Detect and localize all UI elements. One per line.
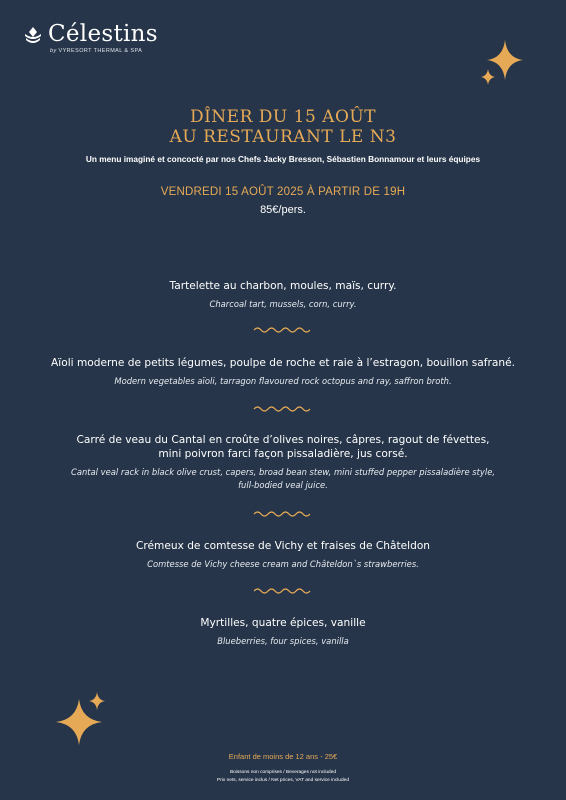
- celestins-leaf-icon: [24, 25, 42, 47]
- brand-logo: [24, 22, 158, 54]
- course-5: [0, 616, 566, 647]
- course-en: Comtesse de Vichy cheese cream and Châteldon`s strawberries.: [147, 559, 419, 569]
- logo-subline: [48, 48, 158, 54]
- sparkle-star-icon: [89, 692, 105, 710]
- logo-brand: VYRESORT THERMAL & SPA: [58, 48, 143, 54]
- menu-price: 85€/pers.: [260, 204, 306, 216]
- wave-divider-icon: [253, 587, 313, 595]
- menu-subtitle: Un menu imaginé et concocté par nos Chefs Jacky Bresson, Sébastien Bonnamour et leurs équipes: [85, 154, 481, 164]
- sparkle-star-icon: [481, 69, 495, 85]
- course-2: [0, 356, 566, 387]
- logo-name: Célestins: [48, 21, 158, 47]
- course-en: Charcoal tart, mussels, corn, curry.: [209, 299, 357, 309]
- course-fr-line1: Carré de veau du Cantal en croûte d’olives noires, câpres, ragout de févettes,: [76, 434, 490, 446]
- course-en-line2: full-bodied veal juice.: [238, 480, 328, 490]
- menu-title-line2: AU RESTAURANT LE N3: [169, 127, 397, 147]
- course-en-line1: Cantal veal rack in black olive crust, capers, broad bean stew, mini stuffed pepper pissaladière style,: [70, 467, 496, 477]
- event-date: VENDREDI 15 AOÛT 2025 À PARTIR DE 19H: [160, 186, 406, 198]
- course-1: [0, 279, 566, 310]
- wave-divider-icon: [253, 405, 313, 413]
- wave-divider-icon: [253, 510, 313, 518]
- menu-title-line1: DÎNER DU 15 AOÛT: [189, 107, 377, 127]
- wave-divider-icon: [253, 326, 313, 334]
- course-fr-line2: mini poivron farci façon pissaladière, jus corsé.: [158, 448, 408, 460]
- kids-price: Enfant de moins de 12 ans - 25€: [228, 752, 338, 761]
- menu-title: [0, 107, 566, 147]
- course-en: Blueberries, four spices, vanilla: [217, 636, 349, 646]
- logo-by: by: [50, 48, 57, 54]
- course-3: [0, 433, 566, 491]
- course-fr: Myrtilles, quatre épices, vanille: [200, 617, 366, 629]
- course-fr: Aïoli moderne de petits légumes, poulpe de roche et raie à l’estragon, bouillon safrané.: [51, 357, 515, 369]
- beverages-note: Boissons non comprises / Beverages not included: [229, 770, 337, 775]
- course-4: [0, 539, 566, 570]
- course-fr: Tartelette au charbon, moules, maïs, curry.: [169, 280, 397, 292]
- net-prices-note: Prix nets, service inclus / Net prices, VAT and service included: [217, 778, 349, 783]
- course-fr: Crémeux de comtesse de Vichy et fraises de Châteldon: [135, 540, 431, 552]
- course-en: Modern vegetables aïoli, tarragon flavoured rock octopus and ray, saffron broth.: [114, 376, 452, 386]
